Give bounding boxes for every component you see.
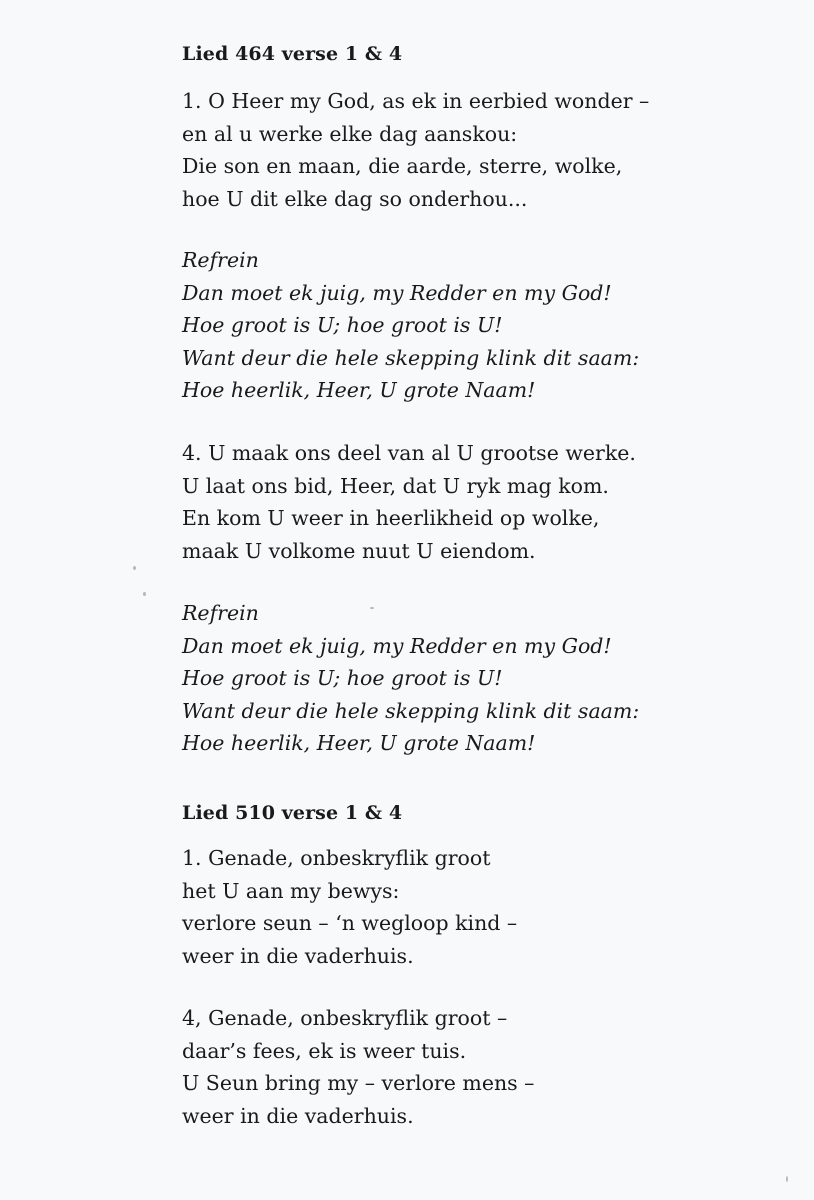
refrain-line: Want deur die hele skepping klink dit saam: — [182, 698, 640, 723]
refrain-line: Dan moet ek juig, my Redder en my God! — [182, 280, 612, 305]
verse-line: 1. Genade, onbeskryflik groot — [182, 846, 491, 870]
hymn-510-verse-1 — [182, 842, 517, 972]
verse-line: 4. U maak ons deel van al U grootse werke. — [182, 441, 636, 465]
verse-line: het U aan my bewys: — [182, 878, 400, 903]
refrain-line: Hoe groot is U; hoe groot is U! — [182, 313, 503, 337]
hymn-464-refrain-1 — [182, 244, 639, 407]
scan-speck — [786, 1176, 788, 1182]
verse-line: 1. O Heer my God, as ek in eerbied wonder – — [182, 89, 650, 113]
verse-line: En kom U weer in heerlikheid op wolke, — [182, 506, 600, 530]
refrain-label: Refrein — [182, 601, 259, 625]
verse-line: hoe U dit elke dag so onderhou... — [182, 186, 528, 211]
hymn-510-verse-4 — [182, 1002, 534, 1132]
hymn-heading-510: Lied 510 verse 1 & 4 — [182, 802, 403, 824]
verse-line: weer in die vaderhuis. — [182, 943, 414, 968]
verse-line: en al u werke elke dag aanskou: — [182, 121, 518, 146]
scan-speck — [133, 566, 136, 570]
verse-line: maak U volkome nuut U eiendom. — [182, 538, 536, 563]
verse-line: Die son en maan, die aarde, sterre, wolke, — [182, 154, 623, 178]
hymn-464-refrain-2 — [182, 597, 639, 760]
hymn-464-verse-1 — [182, 85, 649, 215]
refrain-line: Dan moet ek juig, my Redder en my God! — [182, 633, 612, 658]
verse-line: U Seun bring my – verlore mens – — [182, 1071, 535, 1095]
verse-line: verlore seun – ‘n wegloop kind – — [182, 911, 518, 935]
hymn-heading-464: Lied 464 verse 1 & 4 — [182, 43, 403, 65]
refrain-line: Want deur die hele skepping klink dit saam: — [182, 345, 640, 370]
verse-line: 4, Genade, onbeskryflik groot – — [182, 1006, 508, 1030]
hymn-464-verse-4 — [182, 437, 636, 567]
scan-speck — [143, 592, 146, 596]
refrain-line: Hoe heerlik, Heer, U grote Naam! — [182, 731, 536, 755]
verse-line: daar’s fees, ek is weer tuis. — [182, 1038, 467, 1063]
refrain-label: Refrein — [182, 248, 259, 272]
scan-speck — [370, 607, 374, 609]
verse-line: weer in die vaderhuis. — [182, 1103, 414, 1128]
refrain-line: Hoe groot is U; hoe groot is U! — [182, 666, 503, 690]
refrain-line: Hoe heerlik, Heer, U grote Naam! — [182, 378, 536, 402]
verse-line: U laat ons bid, Heer, dat U ryk mag kom. — [182, 473, 609, 498]
